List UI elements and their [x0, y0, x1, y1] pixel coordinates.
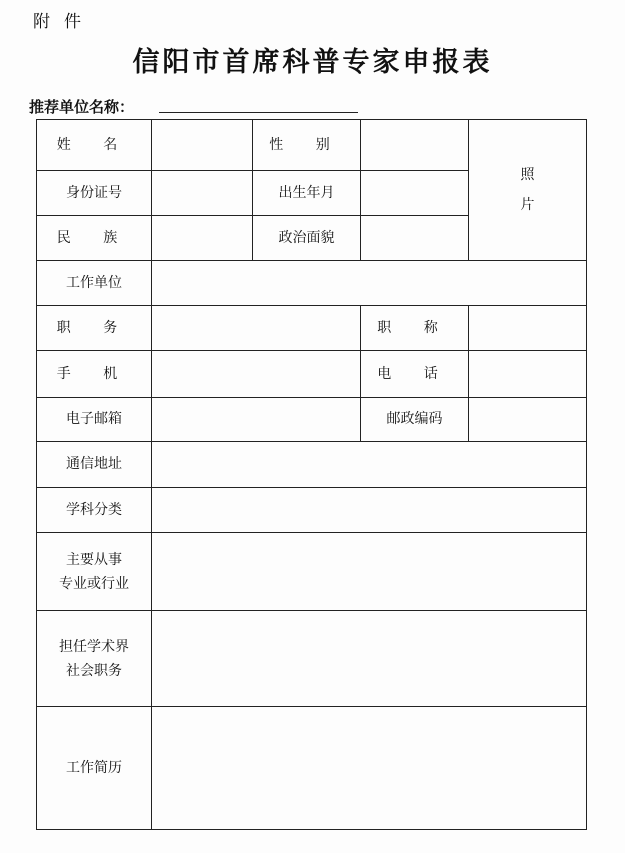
- page-title: 信阳市首席科普专家申报表: [132, 47, 493, 78]
- ethnicity-label: 民 族: [56, 229, 132, 246]
- gender-label: 性 别: [269, 136, 344, 153]
- major-field-label-line1: 主要从事: [66, 551, 122, 568]
- birth-date-field[interactable]: [361, 171, 468, 215]
- gender-field[interactable]: [361, 120, 468, 170]
- workplace-field[interactable]: [152, 261, 586, 305]
- address-field[interactable]: [152, 442, 586, 487]
- position-field[interactable]: [152, 306, 360, 350]
- id-number-label: 身份证号: [66, 184, 122, 201]
- academic-position-label: [37, 611, 151, 706]
- major-field-label: [37, 533, 151, 610]
- photo-label: 照: [520, 167, 535, 183]
- political-status-field[interactable]: [361, 216, 468, 260]
- academic-position-label-line1: 担任学术界: [59, 638, 129, 655]
- discipline-label: 学科分类: [66, 501, 122, 518]
- photo-area[interactable]: [469, 120, 586, 260]
- phone-field[interactable]: [469, 351, 586, 397]
- major-field-field[interactable]: [152, 533, 586, 610]
- resume-label: 工作简历: [66, 759, 122, 776]
- postcode-field[interactable]: [469, 398, 586, 441]
- email-field[interactable]: [152, 398, 360, 441]
- ethnicity-field[interactable]: [152, 216, 252, 260]
- workplace-label: 工作单位: [66, 274, 122, 291]
- email-label: 电子邮箱: [66, 411, 122, 427]
- birth-date-label: 出生年月: [278, 184, 335, 201]
- position-label: 职 务: [56, 319, 132, 336]
- id-number-field[interactable]: [152, 171, 252, 215]
- academic-position-label-line2: 社会职务: [66, 662, 122, 679]
- mobile-label: 手 机: [56, 365, 132, 382]
- table-border-bottom: [36, 829, 587, 830]
- photo-label: 片: [520, 197, 535, 213]
- resume-field[interactable]: [152, 707, 586, 829]
- address-label: 通信地址: [66, 456, 122, 472]
- name-label: 姓 名: [56, 136, 132, 153]
- major-field-label-line2: 专业或行业: [59, 575, 129, 592]
- name-field[interactable]: [152, 120, 252, 170]
- political-status-label: 政治面貌: [278, 229, 335, 246]
- attachment-label: 附件: [33, 12, 95, 32]
- professional-title-field[interactable]: [469, 306, 586, 350]
- table-border-right: [586, 119, 587, 830]
- academic-position-field[interactable]: [152, 611, 586, 706]
- phone-label: 电 话: [377, 365, 452, 382]
- mobile-field[interactable]: [152, 351, 360, 397]
- professional-title-label: 职 称: [377, 319, 452, 336]
- recommend-unit-label: 推荐单位名称：: [29, 98, 135, 116]
- discipline-field[interactable]: [152, 488, 586, 532]
- postcode-label: 邮政编码: [386, 411, 443, 427]
